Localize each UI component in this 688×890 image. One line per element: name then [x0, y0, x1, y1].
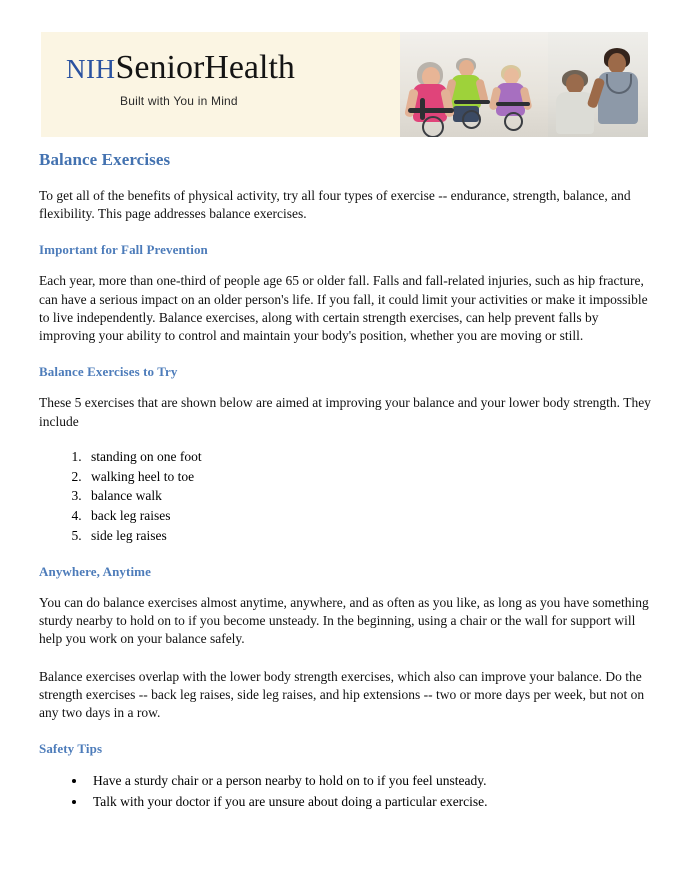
list-item: • Talk with your doctor if you are unsure about doing a particular exercise.	[87, 792, 655, 812]
section-paragraph: Each year, more than one-third of people age 65 or older fall. Falls and fall-related injuries, such as hip fracture, can have a serious impact on an older person's life. If you fall, it could limit your activities or make it impossible to live independently. Balance exercises, along with certain strength exercises, can help prevent falls by improving your ability to control and maintain your body's position, whether you are moving or still.	[39, 273, 648, 344]
balance-exercises-list	[39, 447, 655, 546]
intro-paragraph: To get all of the benefits of physical activity, try all four types of exercise -- endurance, strength, balance, and flexibility. This page addresses balance exercises.	[39, 188, 631, 222]
list-item: 5. side leg raises	[85, 526, 655, 546]
list-item: 1. standing on one foot	[85, 447, 655, 467]
list-item: • Have a sturdy chair or a person nearby to hold on to if you feel unsteady.	[87, 771, 655, 791]
site-banner	[41, 32, 648, 137]
section-paragraph: These 5 exercises that are shown below are aimed at improving your balance and your lower body strength. They include	[39, 395, 651, 429]
figure-head	[566, 74, 584, 94]
section-heading-anywhere-anytime: Anywhere, Anytime	[39, 563, 151, 579]
section-heading-exercises-to-try: Balance Exercises to Try	[39, 364, 178, 380]
banner-figure-nurse	[594, 40, 644, 137]
exercise-bike-wheel	[504, 112, 523, 131]
site-logo[interactable]	[66, 51, 295, 85]
banner-photo-collage	[400, 32, 648, 137]
logo-seniorhealth-text: SeniorHealth	[115, 49, 295, 86]
safety-tips-list	[39, 771, 655, 812]
figure-head	[608, 53, 626, 74]
site-tagline: Built with You in Mind	[120, 94, 238, 108]
section-heading-safety-tips: Safety Tips	[39, 741, 103, 757]
exercise-bike-frame	[496, 102, 530, 106]
list-item: 3. balance walk	[85, 486, 655, 506]
page-title: Balance Exercises	[39, 150, 171, 169]
exercise-bike-frame	[454, 100, 490, 104]
list-item: 4. back leg raises	[85, 506, 655, 526]
article-content	[39, 150, 655, 812]
section-heading-fall-prevention: Important for Fall Prevention	[39, 242, 208, 258]
banner-photo-care-panel	[548, 32, 648, 137]
logo-nih-text: NIH	[66, 54, 116, 84]
exercise-bike-post	[420, 98, 425, 120]
section-paragraph: Balance exercises overlap with the lower body strength exercises, which also can improve your balance. Do the strength exercises -- back leg raises, side leg raises, and hip extensions -- two or more days per week, but not on any two days in a row.	[39, 668, 645, 721]
exercise-bike-frame	[408, 108, 454, 113]
exercise-bike-wheel	[422, 116, 444, 137]
section-paragraph: You can do balance exercises almost anytime, anywhere, and as often as you like, as long as you have something sturdy nearby to hold on to if you become unsteady. In the beginning, using a chair or the wall for support will help you work on your balance safely.	[39, 594, 649, 647]
banner-photo-gym-panel	[400, 32, 548, 137]
list-item: 2. walking heel to toe	[85, 467, 655, 487]
exercise-bike-wheel	[462, 110, 481, 129]
